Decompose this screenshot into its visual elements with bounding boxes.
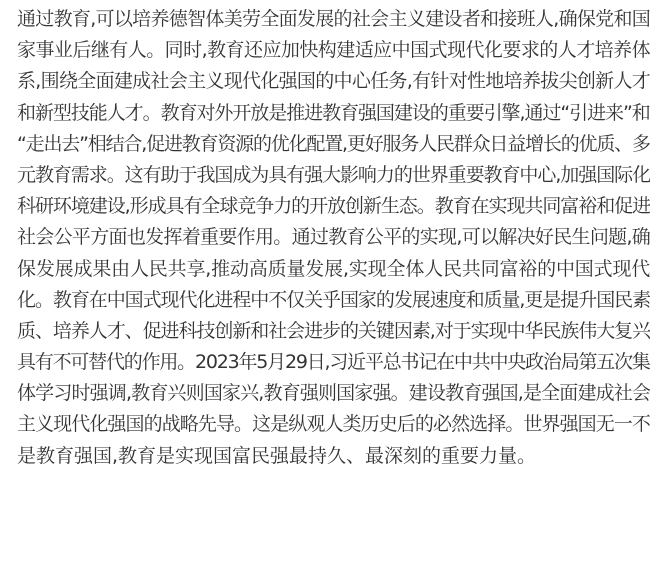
text-line: 科研环境建设,形成具有全球竞争力的开放创新生态。教育在实现共同富裕和促进: [17, 195, 650, 218]
text-line: 元教育需求。这有助于我国成为具有强大影响力的世界重要教育中心,加强国际化: [17, 163, 650, 186]
text-line: 质、培养人才、促进科技创新和社会进步的关键因素,对于实现中华民族伟大复兴: [17, 319, 650, 342]
text-line: 具有不可替代的作用。2023年5月29日,习近平总书记在中共中央政治局第五次集: [17, 351, 650, 374]
text-line: 家事业后继有人。同时,教育还应加快构建适应中国式现代化要求的人才培养体: [17, 39, 650, 62]
text-line: 社会公平方面也发挥着重要作用。通过教育公平的实现,可以解决好民生问题,确: [17, 226, 650, 249]
text-line: 通过教育,可以培养德智体美劳全面发展的社会主义建设者和接班人,确保党和国: [17, 8, 650, 30]
text-line: 是教育强国,教育是实现国富民强最持久、最深刻的重要力量。: [17, 444, 537, 467]
text-line: 保发展成果由人民共享,推动高质量发展,实现全体人民共同富裕的中国式现代: [17, 257, 650, 280]
text-line: 体学习时强调,教育兴则国家兴,教育强则国家强。建设教育强国,是全面建成社会: [17, 382, 650, 405]
text-line: 和新型技能人才。教育对外开放是推进教育强国建设的重要引擎,通过“引进来”和: [17, 101, 650, 124]
text-line: 系,围绕全面建成社会主义现代化强国的中心任务,有针对性地培养拔尖创新人才: [17, 70, 650, 93]
text-line: 化。教育在中国式现代化进程中不仅关乎国家的发展速度和质量,更是提升国民素: [17, 288, 650, 311]
text-line: 主义现代化强国的战略先导。这是纵观人类历史后的必然选择。世界强国无一不: [17, 413, 650, 436]
text-line: “走出去”相结合,促进教育资源的优化配置,更好服务人民群众日益增长的优质、多: [17, 132, 650, 155]
